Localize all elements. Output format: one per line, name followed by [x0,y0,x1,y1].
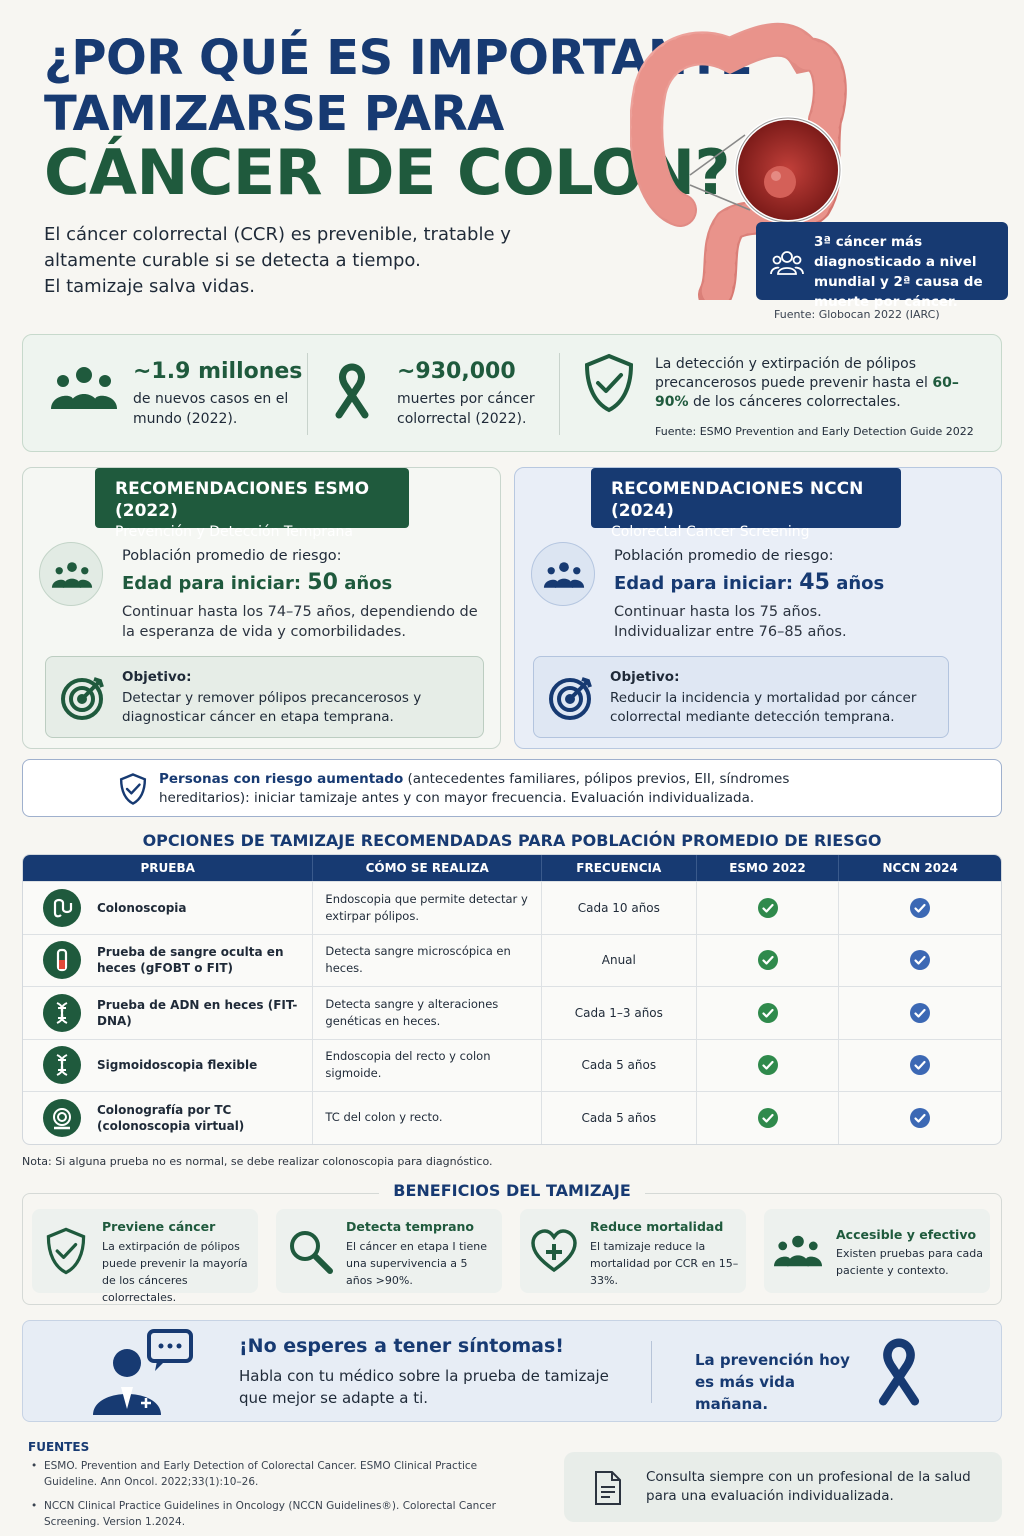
check-icon [910,950,930,970]
benefits-title [0,1181,1024,1200]
intro-line-3: El tamizaje salva vidas. [44,276,256,297]
people-group-icon [543,561,585,589]
test-name: Prueba de ADN en heces (FIT-DNA) [97,997,298,1028]
people-group-icon [774,1233,822,1269]
col-header-frequency: FRECUENCIA [542,855,697,881]
target-icon [60,673,108,721]
cell-nccn [839,987,1001,1039]
esmo-objective-title: Objetivo: [122,669,192,685]
esmo-population-label: Población promedio de riesgo: [122,548,342,564]
increased-risk-box [22,759,1002,817]
dna-icon [43,1046,81,1084]
doctor-chat-icon [89,1329,199,1417]
cell-test [23,882,313,934]
cell-esmo [697,935,840,987]
cell-frequency: Anual [542,935,697,987]
col-header-how: CÓMO SE REALIZA [313,855,542,881]
title-line-2: TAMIZARSE PARA [44,86,504,142]
risk-rest: (antecedentes familiares, pólipos previos, EII, síndromes hereditarios): iniciar tamizaje antes y con mayor frecuencia. Evaluación individualizada. [159,771,790,806]
source-item: • ESMO. Prevention and Early Detection of Colorectal Cancer. ESMO Clinical Practice Guideline. Ann Oncol. 2022;33(1):10–26. [28,1458,528,1490]
nccn-age-value: 45 [799,570,830,595]
polyps-percent: 60–90% [655,375,959,410]
check-icon [758,1003,778,1023]
esmo-badge-title: RECOMENDACIONES ESMO (2022) [115,479,370,521]
esmo-badge-subtitle: Prevención y Detección Temprana [115,524,354,540]
benefits-title-text: BENEFICIOS DEL TAMIZAJE [379,1181,645,1200]
benefit-desc: Existen pruebas para cada paciente y contexto. [836,1247,983,1277]
sources-heading: FUENTES [28,1440,90,1454]
ranking-badge [756,222,1008,310]
cell-nccn [839,1092,1001,1144]
people-group-icon [51,561,93,589]
cell-test [23,987,313,1039]
cell-nccn [839,1040,1001,1092]
benefit-item [32,1209,258,1304]
cell-test [23,935,313,987]
test-name: Colonoscopia [97,900,187,915]
benefit-title: Accesible y efectivo [836,1227,977,1242]
colon-icon [43,889,81,927]
cell-frequency: Cada 5 años [542,1040,697,1092]
benefit-item [764,1209,990,1293]
cell-frequency: Cada 1–3 años [542,987,697,1039]
cell-how: Detecta sangre microscópica en heces. [313,935,542,987]
nccn-objective-box [533,656,949,738]
group-outline-icon [770,246,804,280]
check-icon [910,1055,930,1075]
deaths-desc: muertes por cáncer colorrectal (2022). [397,391,535,427]
benefit-title: Previene cáncer [102,1219,216,1234]
screening-table [22,854,1002,1145]
cell-frequency: Cada 5 años [542,1092,697,1144]
esmo-age-label: Edad para iniciar: [122,573,308,594]
nccn-population-label: Población promedio de riesgo: [614,548,834,564]
benefit-desc: El tamizaje reduce la mortalidad por CCR en 15–33%. [590,1240,739,1287]
nccn-badge [591,468,901,540]
test-name: Prueba de sangre oculta en heces (gFOBT o FIT) [97,945,284,976]
check-icon [758,898,778,918]
awareness-ribbon-icon [329,363,375,419]
cell-nccn [839,882,1001,934]
polyps-text-post: de los cánceres colorrectales. [688,394,901,410]
awareness-ribbon-icon [871,1335,927,1409]
esmo-objective-desc: Detectar y remover pólipos precancerosos y diagnosticar cáncer en etapa temprana. [122,690,422,725]
nccn-age-unit: años [829,573,885,594]
cta-divider [651,1341,652,1403]
col-header-test: PRUEBA [23,855,313,881]
cases-desc: de nuevos casos en el mundo (2022). [133,391,289,427]
nccn-continue-line-1: Continuar hasta los 75 años. [614,604,822,620]
consult-box [564,1452,1002,1522]
dna-icon [43,994,81,1032]
ct-scanner-icon [43,1099,81,1137]
consult-text: Consulta siempre con un profesional de la salud para una evaluación individualizada. [646,1469,971,1504]
table-header [23,855,1001,881]
cell-how: Endoscopia del recto y colon sigmoide. [313,1040,542,1092]
benefit-desc: La extirpación de pólipos puede prevenir la mayoría de los cánceres colorrectales. [102,1240,248,1304]
test-name: Sigmoidoscopia flexible [97,1058,258,1073]
document-icon [594,1470,622,1506]
esmo-source: Fuente: ESMO Prevention and Early Detection Guide 2022 [655,425,974,438]
test-tube-icon [43,941,81,979]
globocan-source: Fuente: Globocan 2022 (IARC) [774,308,940,321]
table-row [23,1091,1001,1144]
stat-divider [559,353,560,435]
call-to-action [22,1320,1002,1422]
cell-test [23,1040,313,1092]
nccn-objective-title: Objetivo: [610,669,680,685]
cases-value: ~1.9 millones [133,359,303,384]
stats-panel [22,334,1002,452]
cell-esmo [697,882,840,934]
shield-check-icon [119,772,147,806]
risk-bold: Personas con riesgo aumentado [159,771,404,787]
title-line-3: CÁNCER DE COLON? [44,136,731,209]
esmo-population-icon [39,542,103,606]
nccn-age-label: Edad para iniciar: [614,573,800,594]
benefit-title: Detecta temprano [346,1219,474,1234]
stat-divider [307,353,308,435]
nccn-badge-subtitle: Colorectal Cancer Screening [611,524,810,540]
benefit-desc: El cáncer en etapa I tiene una supervivencia a 5 años >90%. [346,1240,487,1287]
source-item: • NCCN Clinical Practice Guidelines in Oncology (NCCN Guidelines®). Colorectal Cancer Screening. Version 1.2024. [28,1498,528,1530]
check-icon [758,1055,778,1075]
sources-list [28,1458,528,1530]
cell-test [23,1092,313,1144]
shield-check-icon [583,353,635,413]
esmo-age-unit: años [337,573,393,594]
benefit-item [520,1209,746,1293]
screening-table-title: OPCIONES DE TAMIZAJE RECOMENDADAS PARA POBLACIÓN PROMEDIO DE RIESGO [142,831,882,850]
esmo-start-age [122,570,392,595]
table-body [23,881,1001,1144]
esmo-age-value: 50 [307,570,338,595]
nccn-panel [514,467,1002,749]
benefit-item [276,1209,502,1293]
deaths-value: ~930,000 [397,359,516,384]
intro-line-1: El cáncer colorrectal (CCR) es prevenible, tratable y [44,224,511,245]
heart-plus-icon [530,1227,578,1275]
test-name: Colonografía por TC (colonoscopia virtual) [97,1102,245,1133]
check-icon [910,898,930,918]
col-header-esmo: ESMO 2022 [697,855,840,881]
magnifier-icon [286,1227,334,1275]
cell-frequency: Cada 10 años [542,882,697,934]
cell-esmo [697,1040,840,1092]
cell-how: TC del colon y recto. [313,1092,542,1144]
cell-how: Detecta sangre y alteraciones genéticas en heces. [313,987,542,1039]
cta-headline: ¡No esperes a tener síntomas! [239,1335,564,1357]
esmo-continue-text: Continuar hasta los 74–75 años, dependiendo de la esperanza de vida y comorbilidades. [122,604,478,640]
polyps-text [655,355,975,412]
check-icon [910,1108,930,1128]
cta-desc: Habla con tu médico sobre la prueba de tamizaje que mejor se adapte a ti. [239,1367,609,1407]
cta-slogan: La prevención hoy es más vida mañana. [695,1351,850,1413]
table-row [23,934,1001,987]
cell-esmo [697,1092,840,1144]
intro-line-2: altamente curable si se detecta a tiempo. [44,250,421,271]
cell-nccn [839,935,1001,987]
check-icon [758,950,778,970]
nccn-badge-title: RECOMENDACIONES NCCN (2024) [611,479,864,521]
nccn-population-icon [531,542,595,606]
cell-esmo [697,987,840,1039]
nccn-continue-line-2: Individualizar entre 76–85 años. [614,624,847,640]
check-icon [910,1003,930,1023]
ranking-text: 3ª cáncer más diagnosticado a nivel mundial y 2ª causa de muerte por cáncer. [814,234,983,310]
nccn-start-age [614,570,884,595]
table-row [23,881,1001,934]
nccn-continue-text [614,602,974,642]
intro-text [44,222,544,300]
increased-risk-text [159,770,849,808]
esmo-objective-box [45,656,484,738]
title-line-1: ¿POR QUÉ ES IMPORTANTE [44,30,753,86]
table-row [23,1039,1001,1092]
col-header-nccn: NCCN 2024 [882,861,958,875]
table-row [23,986,1001,1039]
benefit-title: Reduce mortalidad [590,1219,724,1234]
nccn-objective-desc: Reducir la incidencia y mortalidad por cáncer colorrectal mediante detección temprana. [610,690,917,725]
target-icon [548,673,596,721]
esmo-badge [95,468,409,540]
people-group-icon [51,365,117,411]
shield-check-icon [42,1227,90,1275]
check-icon [758,1108,778,1128]
cell-how: Endoscopia que permite detectar y extirpar pólipos. [313,882,542,934]
polyps-text-pre: La detección y extirpación de pólipos precancerosos puede prevenir hasta el [655,356,933,391]
esmo-panel [22,467,501,749]
table-note: Nota: Si alguna prueba no es normal, se debe realizar colonoscopia para diagnóstico. [22,1155,493,1168]
